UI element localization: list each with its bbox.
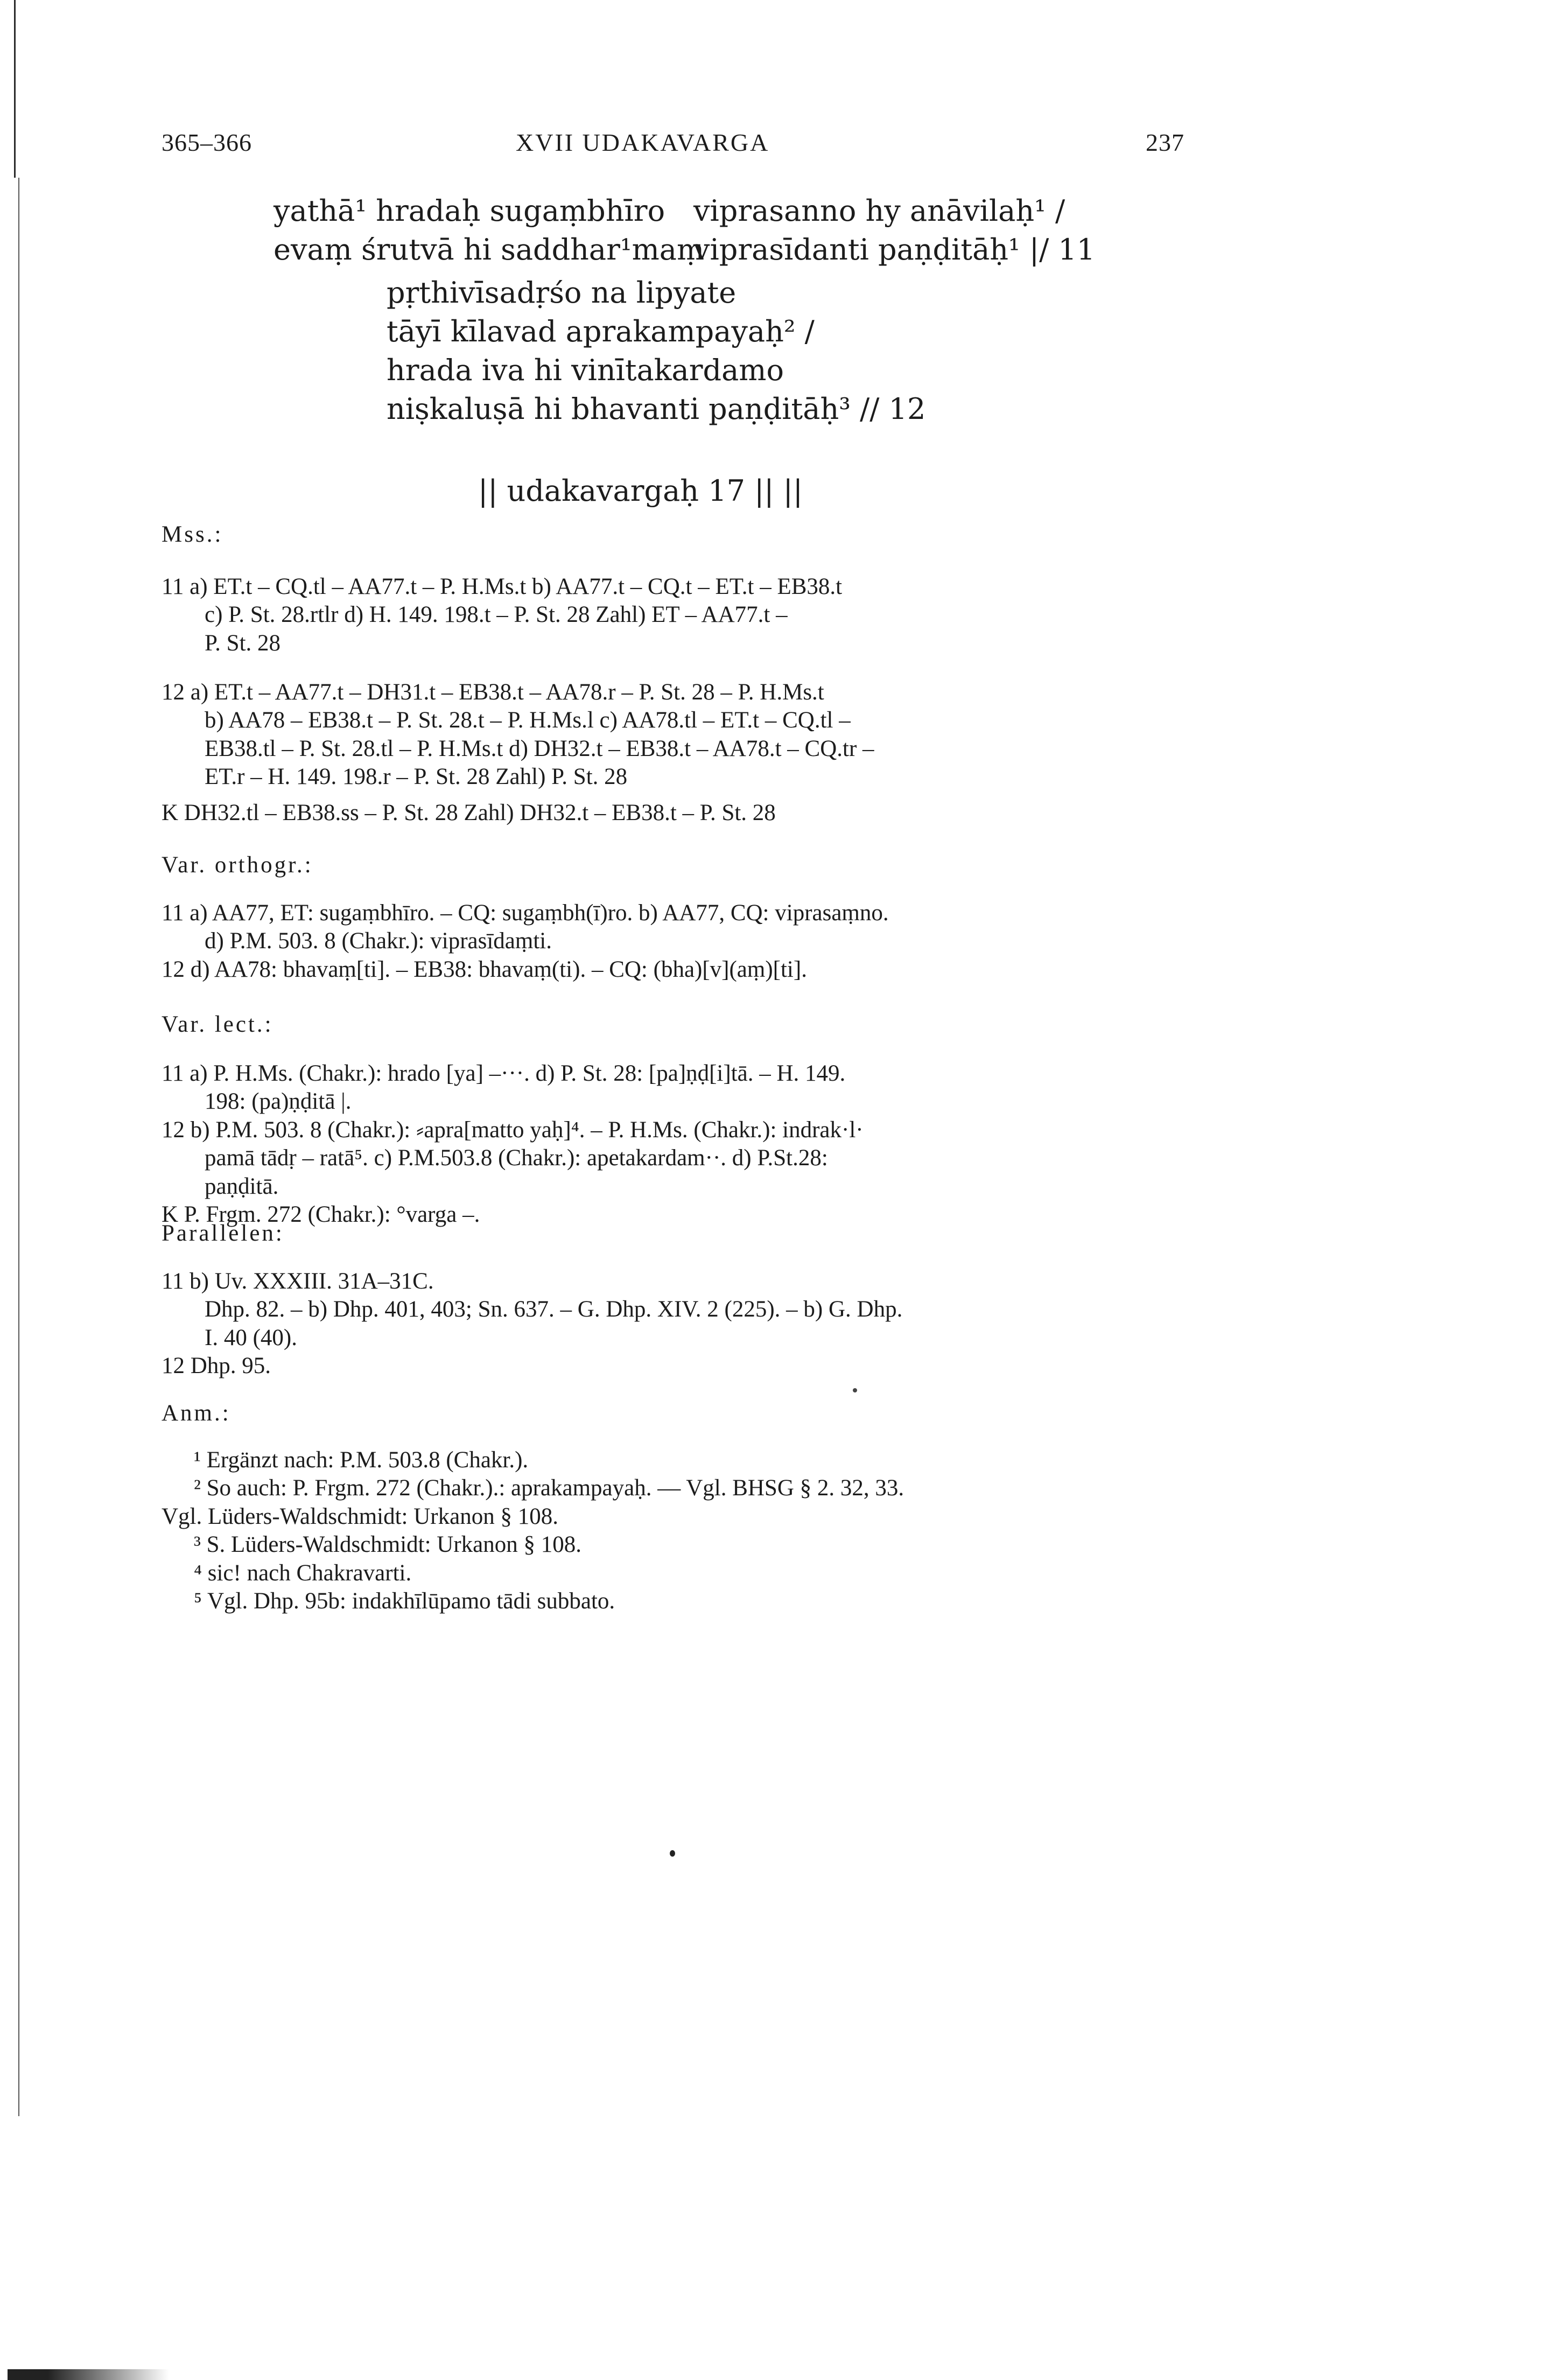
parallelen-line: Dhp. 82. – b) Dhp. 401, 403; Sn. 637. – G. Dhp. XIV. 2 (225). – b) G. Dhp. [205,1297,903,1322]
parallelen-block [162,1268,902,1381]
mss-line-k: K DH32.tl – EB38.ss – P. St. 28 Zahl) DH32.t – EB38.t – P. St. 28 [162,800,776,825]
anm-heading: Anm.: [162,1401,231,1426]
footnote-5: ⁵ Vgl. Dhp. 95b: indakhīlūpamo tādi subbato. [194,1588,615,1614]
chapter-title: XVII UDAKAVARGA [516,129,770,156]
orthogr-heading: Var. orthogr.: [162,852,313,878]
lect-line: 12 b) P.M. 503. 8 (Chakr.): ⸗apra[matto yaḥ]⁴. – P. H.Ms. (Chakr.): indrak·l· [162,1117,864,1143]
lect-heading: Var. lect.: [162,1012,273,1037]
page-range: 365–366 [162,129,252,156]
verse-12-line2: tāyī kīlavad aprakampayaḥ² / [387,314,815,348]
parallelen-line: 11 b) Uv. XXXIII. 31A–31C. [162,1269,434,1294]
mss-line: P. St. 28 [205,630,281,656]
lect-line: 11 a) P. H.Ms. (Chakr.): hrado [ya] –···. d) P. St. 28: [pa]ṇḍ[i]tā. – H. 149. [162,1061,846,1086]
footnote-3: ³ S. Lüders-Waldschmidt: Urkanon § 108. [194,1532,582,1558]
footnote-2-continued: Vgl. Lüders-Waldschmidt: Urkanon § 108. [162,1503,558,1529]
scan-edge-line [18,178,19,2116]
mss-entry-11 [162,573,842,657]
verse-11 [273,194,1096,271]
mss-line: 11 a) ET.t – CQ.tl – AA77.t – P. H.Ms.t b) AA77.t – CQ.t – ET.t – EB38.t [162,574,843,599]
scan-edge-line [14,0,16,178]
footnote-2: ² So auch: P. Frgm. 272 (Chakr.).: aprakampayaḥ. — Vgl. BHSG § 2. 32, 33. [194,1475,904,1501]
mss-line: c) P. St. 28.rtlr d) H. 149. 198.t – P. St. 28 Zahl) ET – AA77.t – [205,602,788,628]
verse-11-line1-a: yathā¹ hradaḥ sugaṃbhīro [273,194,665,228]
verse-12-line4: niṣkaluṣā hi bhavanti paṇḍitāḥ³ // 12 [387,392,926,426]
orthogr-line: 12 d) AA78: bhavaṃ[ti]. – EB38: bhavaṃ(ti). – CQ: (bha)[v](aṃ)[ti]. [162,956,807,982]
mss-heading: Mss.: [162,522,223,547]
orthogr-line: 11 a) AA77, ET: sugaṃbhīro. – CQ: sugaṃbh(ī)ro. b) AA77, CQ: viprasaṃno. [162,900,889,926]
mss-line: 12 a) ET.t – AA77.t – DH31.t – EB38.t – AA78.r – P. St. 28 – P. H.Ms.t [162,680,824,705]
parallelen-heading: Parallelen: [162,1221,284,1246]
mss-line: b) AA78 – EB38.t – P. St. 28.t – P. H.Ms.l c) AA78.tl – ET.t – CQ.tl – [205,708,851,733]
verse-11-line2-b: viprasīdanti paṇḍitāḥ¹ |/ 11 [693,233,1096,267]
verse-11-line1-b: viprasanno hy anāvilaḥ¹ / [693,194,1065,228]
verse-11-line2-a: evaṃ śrutvā hi saddhar¹maṃ [273,233,705,267]
orthogr-block [162,899,889,984]
parallelen-line: I. 40 (40). [205,1325,297,1350]
lect-line: pamā tādṛ – ratā⁵. c) P.M.503.8 (Chakr.): apetakardam··. d) P.St.28: [205,1145,828,1171]
footnote-4: ⁴ sic! nach Chakravarti. [194,1560,412,1586]
scan-edge-mark [8,2369,169,2380]
mss-line: ET.r – H. 149. 198.r – P. St. 28 Zahl) P. St. 28 [205,764,628,790]
mss-line: EB38.tl – P. St. 28.tl – P. H.Ms.t d) DH32.t – EB38.t – AA78.t – CQ.tr – [205,736,874,761]
verse-12 [387,276,925,431]
lect-line: 198: (pa)ṇḍitā |. [205,1089,352,1115]
orthogr-line: d) P.M. 503. 8 (Chakr.): viprasīdaṃti. [205,928,552,954]
verse-12-line3: hrada iva hi vinītakardamo [387,353,784,387]
scan-speck [670,1850,675,1857]
chapter-colophon: || udakavargaḥ 17 || || [478,474,803,508]
parallelen-line: 12 Dhp. 95. [162,1353,271,1379]
mss-entry-12 [162,678,874,792]
page-number: 237 [1146,129,1184,156]
verse-12-line1: pṛthivīsadṛśo na lipyate [387,276,737,310]
footnote-1: ¹ Ergänzt nach: P.M. 503.8 (Chakr.). [194,1447,529,1473]
anm-block [162,1446,904,1616]
lect-line: K P. Frgm. 272 (Chakr.): °varga –. [162,1202,480,1228]
lect-block [162,1060,864,1229]
lect-line: paṇḍitā. [205,1173,279,1199]
scan-speck [853,1388,857,1392]
